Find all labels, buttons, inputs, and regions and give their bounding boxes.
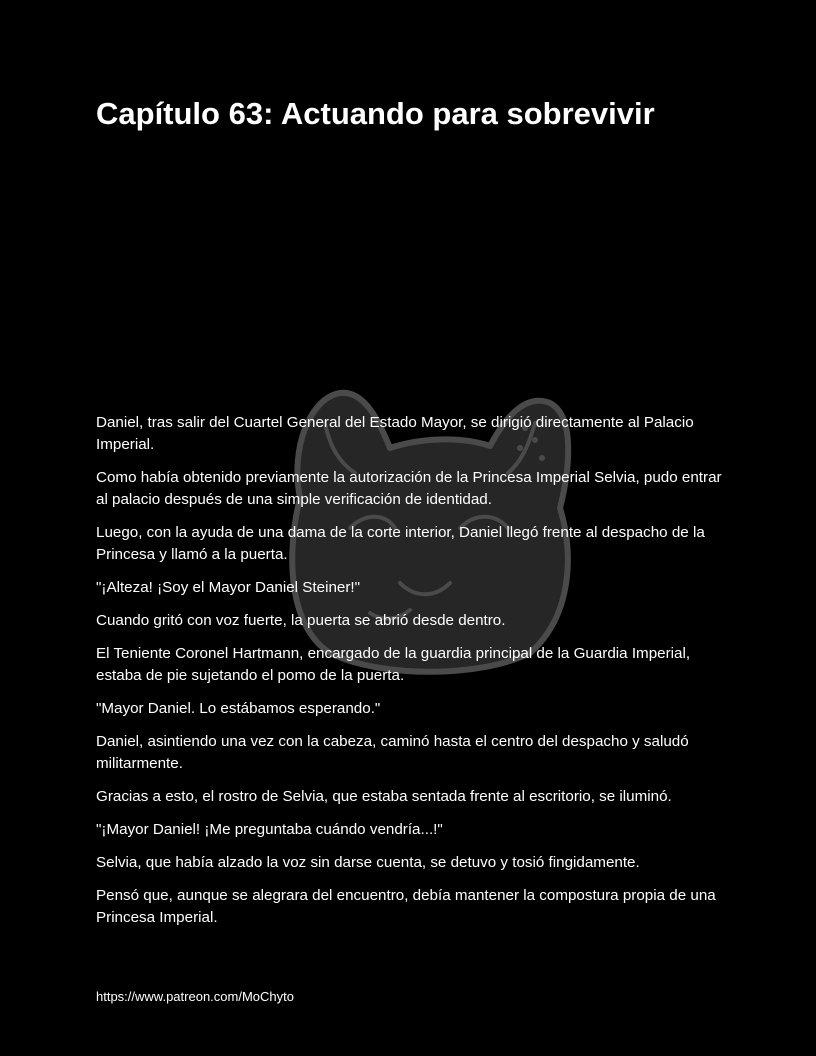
paragraph: Selvia, que había alzado la voz sin darse cuenta, se detuvo y tosió fingidamente. [96,854,640,871]
paragraph: Gracias a esto, el rostro de Selvia, que estaba sentada frente al escritorio, se iluminó. [96,788,672,805]
paragraph: Daniel, asintiendo una vez con la cabeza, caminó hasta el centro del despacho y saludó militarmente. [96,733,689,772]
paragraph: El Teniente Coronel Hartmann, encargado de la guardia principal de la Guardia Imperial, estaba de pie sujetando el pomo de la puerta. [96,645,691,684]
paragraph: Luego, con la ayuda de una dama de la corte interior, Daniel llegó frente al despacho de la Princesa y llamó a la puerta. [96,524,705,563]
footer-link[interactable]: https://www.patreon.com/MoChyto [96,989,294,1004]
chapter-title: Capítulo 63: Actuando para sobrevivir [96,96,655,131]
paragraph: Como había obtenido previamente la autorización de la Princesa Imperial Selvia, pudo entrar al palacio después de una simple verificación de identidad. [96,469,722,508]
paragraph: "¡Alteza! ¡Soy el Mayor Daniel Steiner!" [96,579,361,596]
paragraph: "Mayor Daniel. Lo estábamos esperando." [96,700,381,717]
paragraph: Pensó que, aunque se alegrara del encuentro, debía mantener la compostura propia de una Princesa Imperial. [96,887,716,926]
paragraph: "¡Mayor Daniel! ¡Me preguntaba cuándo vendría...!" [96,821,443,838]
chapter-body [96,412,726,940]
paragraph: Cuando gritó con voz fuerte, la puerta se abrió desde dentro. [96,612,506,629]
paragraph: Daniel, tras salir del Cuartel General del Estado Mayor, se dirigió directamente al Palacio Imperial. [96,414,694,453]
